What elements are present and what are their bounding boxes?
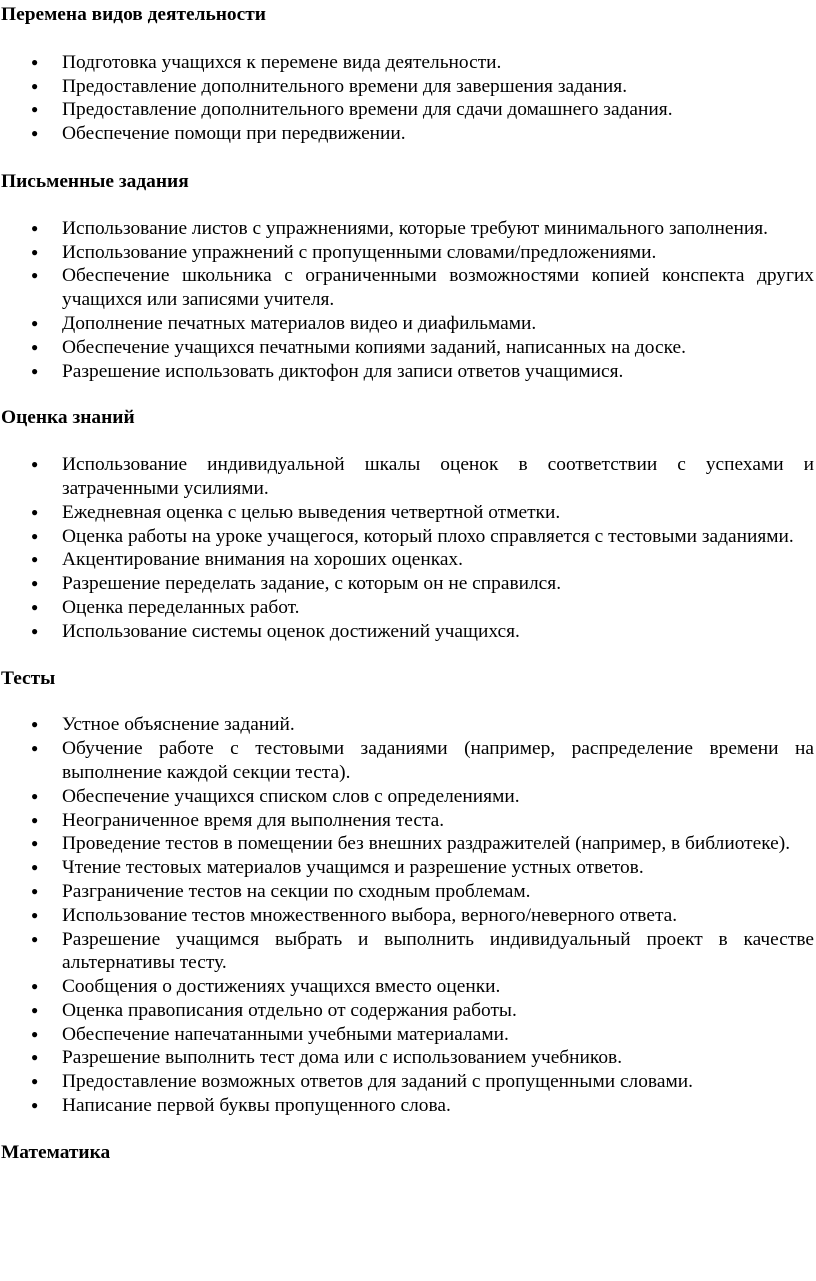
bullet-list [0,453,816,643]
list-item-text: Чтение тестовых материалов учащимся и разрешение устных ответов. [62,857,644,879]
section-title: Математика [1,1141,111,1163]
list-item [0,51,816,75]
bullet-list [0,713,816,1118]
list-item-text: Проведение тестов в помещении без внешних раздражителей (например, в библиотеке). [62,833,791,855]
bullet-list [0,51,816,146]
bullet-icon: ● [31,599,39,614]
bullet-icon: ● [31,907,39,922]
list-item-text: Обеспечение учащихся печатными копиями заданий, написанных на доске. [62,336,686,358]
list-item [0,856,816,880]
bullet-icon: ● [31,883,39,898]
section-title: Перемена видов деятельности [1,4,266,25]
section-knowledge-assessment [0,406,816,643]
list-item [0,572,816,596]
section-written-tasks [0,170,816,383]
list-item-text: Неограниченное время для выполнения теста. [62,809,445,831]
list-item [0,360,816,384]
list-item [0,904,816,928]
list-item [0,620,816,644]
list-item-text: Обеспечение напечатанными учебными материалами. [62,1023,509,1045]
list-item [0,596,816,620]
bullet-icon: ● [31,54,39,69]
section-title: Оценка знаний [1,407,135,429]
list-item [0,737,816,785]
bullet-icon: ● [31,1098,39,1113]
bullet-icon: ● [31,860,39,875]
list-item-text: Использование индивидуальной шкалы оценок в соответствии с успехами и затраченными усилиями. [62,454,814,499]
bullet-icon: ● [31,339,39,354]
list-item [0,999,816,1023]
list-item-text: Использование упражнений с пропущенными словами/предложениями. [62,241,657,263]
list-item [0,975,816,999]
bullet-icon: ● [31,220,39,235]
list-item [0,525,816,549]
bullet-icon: ● [31,268,39,283]
list-item [0,785,816,809]
list-item-text: Подготовка учащихся к перемене вида деятельности. [62,51,502,73]
list-item-text: Устное объяснение заданий. [62,714,295,736]
section-activity-change [0,3,816,146]
list-item-text: Предоставление возможных ответов для заданий с пропущенными словами. [62,1071,693,1093]
list-item-text: Использование системы оценок достижений учащихся. [62,620,520,642]
bullet-icon: ● [31,1002,39,1017]
bullet-icon: ● [31,457,39,472]
list-item-text: Разграничение тестов на секции по сходным проблемам. [62,880,531,902]
list-item [0,264,816,312]
list-item-text: Сообщения о достижениях учащихся вместо оценки. [62,976,501,998]
list-item-text: Дополнение печатных материалов видео и диафильмами. [62,312,537,334]
section-title: Письменные задания [1,170,189,192]
bullet-icon: ● [31,78,39,93]
list-item-text: Обучение работе с тестовыми заданиями (например, распределение времени на выполнение каждой секции теста). [62,738,814,783]
section-tests [0,667,816,1118]
bullet-icon: ● [31,126,39,141]
bullet-icon: ● [31,244,39,259]
list-item [0,122,816,146]
bullet-icon: ● [31,812,39,827]
list-item [0,1094,816,1118]
bullet-icon: ● [31,1050,39,1065]
list-item [0,336,816,360]
bullet-icon: ● [31,717,39,732]
list-item [0,1023,816,1047]
list-item [0,75,816,99]
list-item [0,241,816,265]
list-item [0,548,816,572]
list-item-text: Использование тестов множественного выбора, верного/неверного ответа. [62,904,678,926]
list-item-text: Использование листов с упражнениями, которые требуют минимального заполнения. [62,217,768,239]
list-item [0,713,816,737]
list-item [0,453,816,501]
bullet-icon: ● [31,788,39,803]
list-item [0,928,816,976]
list-item [0,832,816,856]
bullet-icon: ● [31,931,39,946]
list-item-text: Предоставление дополнительного времени для сдачи домашнего задания. [62,99,673,121]
list-item-text: Оценка работы на уроке учащегося, который плохо справляется с тестовыми заданиями. [62,525,794,547]
bullet-icon: ● [31,1026,39,1041]
bullet-icon: ● [31,1074,39,1089]
list-item [0,312,816,336]
section-title: Тесты [1,667,56,689]
list-item-text: Оценка правописания отдельно от содержания работы. [62,999,517,1021]
list-item-text: Ежедневная оценка с целью выведения четвертной отметки. [62,501,561,523]
bullet-icon: ● [31,504,39,519]
list-item-text: Разрешение использовать диктофон для записи ответов учащимися. [62,360,624,382]
bullet-icon: ● [31,836,39,851]
list-item [0,217,816,241]
bullet-list [0,217,816,384]
list-item-text: Написание первой буквы пропущенного слова. [62,1095,451,1117]
list-item [0,1046,816,1070]
list-item-text: Разрешение учащимся выбрать и выполнить индивидуальный проект в качестве альтернативы тесту. [62,928,814,974]
bullet-icon: ● [31,623,39,638]
list-item-text: Обеспечение школьника с ограниченными возможностями копией конспекта других учащихся или записями учителя. [62,265,814,311]
list-item-text: Предоставление дополнительного времени для завершения задания. [62,75,628,97]
list-item [0,880,816,904]
bullet-icon: ● [31,363,39,378]
section-mathematics [0,1141,816,1165]
list-item-text: Оценка переделанных работ. [62,596,300,618]
bullet-icon: ● [31,741,39,756]
bullet-icon: ● [31,315,39,330]
list-item [0,809,816,833]
list-item [0,501,816,525]
list-item [0,98,816,122]
list-item-text: Обеспечение учащихся списком слов с определениями. [62,785,520,807]
list-item-text: Разрешение выполнить тест дома или с использованием учебников. [62,1047,623,1069]
bullet-icon: ● [31,528,39,543]
list-item [0,1070,816,1094]
bullet-icon: ● [31,102,39,117]
list-item-text: Обеспечение помощи при передвижении. [62,123,406,145]
bullet-icon: ● [31,979,39,994]
bullet-icon: ● [31,576,39,591]
bullet-icon: ● [31,552,39,567]
list-item-text: Акцентирование внимания на хороших оценках. [62,549,463,571]
list-item-text: Разрешение переделать задание, с которым он не справился. [62,573,562,595]
